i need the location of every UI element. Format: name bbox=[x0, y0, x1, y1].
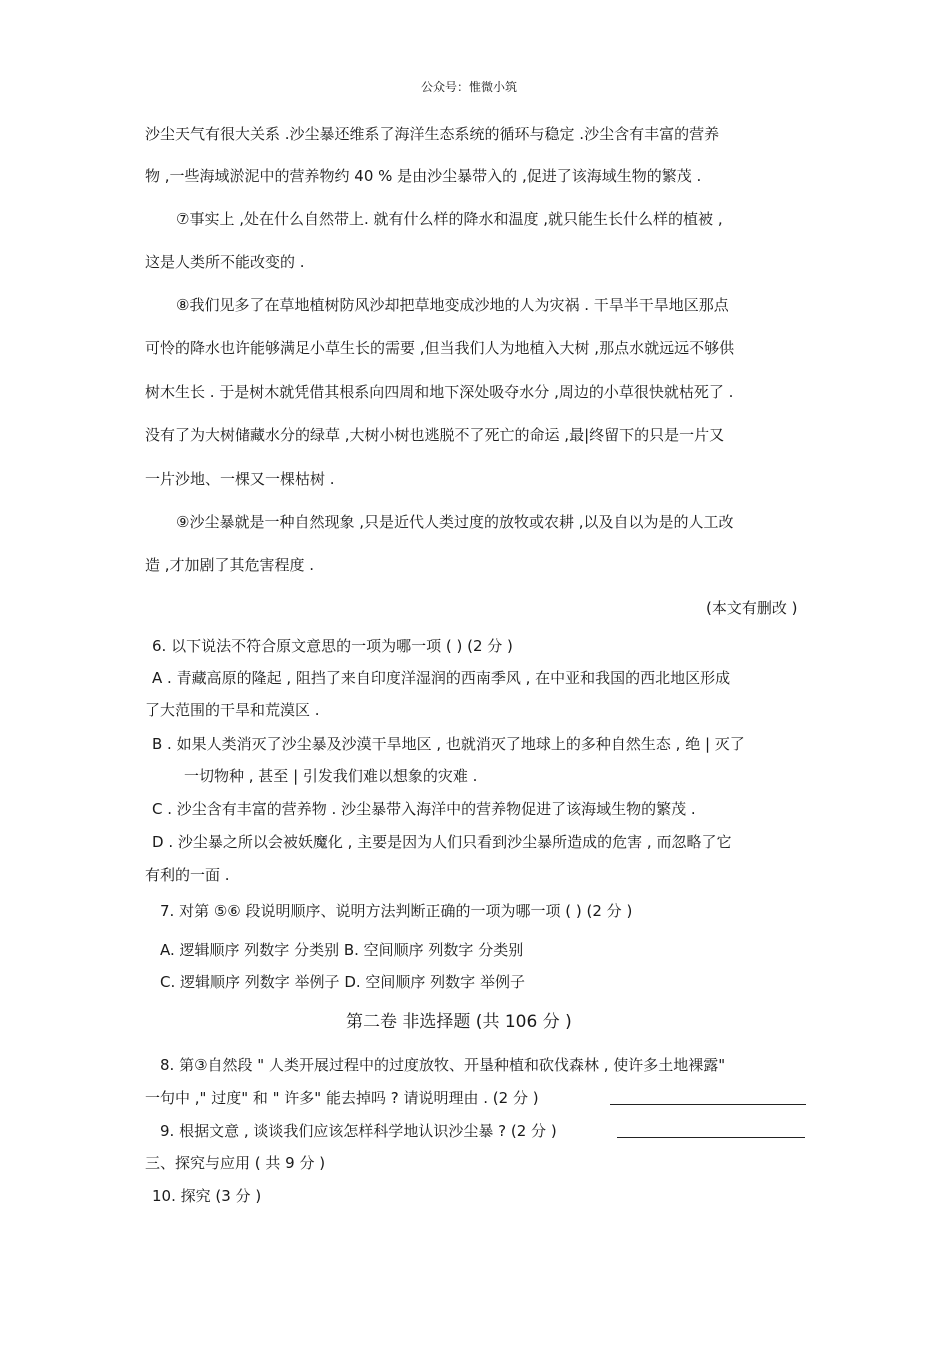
answer-blank-9[interactable] bbox=[617, 1137, 805, 1138]
option-d-cont: 有利的一面 . bbox=[145, 866, 230, 884]
option-c: C . 沙尘含有丰富的营养物 . 沙尘暴带入海洋中的营养物促进了该海域生物的繁茂 . bbox=[152, 800, 696, 818]
option-b-cont: 一切物种 , 甚至 | 引发我们难以想象的灾难 . bbox=[184, 767, 478, 785]
section-3-heading: 三、探究与应用 ( 共 9 分 ) bbox=[145, 1154, 326, 1172]
question-7: 7. 对第 ⑤⑥ 段说明顺序、说明方法判断正确的一项为哪一项 ( ) (2 分 ) bbox=[160, 902, 633, 920]
passage-line: 物 ,一些海域淤泥中的营养物约 40 % 是由沙尘暴带入的 ,促进了该海域生物的繁茂 . bbox=[145, 167, 702, 185]
page-header: 公众号：惟微小筑 bbox=[421, 80, 518, 94]
source-note: (本文有删改 ) bbox=[706, 599, 798, 617]
question-8-cont: 一句中 ," 过度" 和 " 许多" 能去掉吗 ? 请说明理由 . (2 分 ) bbox=[145, 1089, 539, 1107]
question-6: 6. 以下说法不符合原文意思的一项为哪一项 ( ) (2 分 ) bbox=[152, 637, 513, 655]
passage-line: 没有了为大树储藏水分的绿草 ,大树小树也逃脱不了死亡的命运 ,最|终留下的只是一片又 bbox=[145, 426, 725, 444]
paragraph-9: ⑨沙尘暴就是一种自然现象 ,只是近代人类过度的放牧或农耕 ,以及自以为是的人工改 bbox=[176, 513, 734, 531]
section-title: 第二卷 非选择题 (共 106 分 ) bbox=[346, 1012, 572, 1032]
passage-line: 树木生长 . 于是树木就凭借其根系向四周和地下深处吸夺水分 ,周边的小草很快就枯死了 . bbox=[145, 383, 734, 401]
question-9: 9. 根据文意 , 谈谈我们应该怎样科学地认识沙尘暴 ? (2 分 ) bbox=[160, 1122, 557, 1140]
paragraph-8: ⑧我们见多了在草地植树防风沙却把草地变成沙地的人为灾祸 . 干旱半干旱地区那点 bbox=[176, 296, 729, 314]
passage-line: 可怜的降水也许能够满足小草生长的需要 ,但当我们人为地植入大树 ,那点水就远远不够供 bbox=[145, 339, 735, 357]
passage-line: 造 ,才加剧了其危害程度 . bbox=[145, 556, 315, 574]
option-a: A . 青藏高原的隆起 , 阻挡了来自印度洋湿润的西南季风 , 在中亚和我国的西北地区形成 bbox=[152, 669, 731, 687]
option-d: D . 沙尘暴之所以会被妖魔化 , 主要是因为人们只看到沙尘暴所造成的危害 , 而忽略了它 bbox=[152, 833, 732, 851]
answer-blank-8[interactable] bbox=[610, 1104, 806, 1105]
option-a-cont: 了大范围的干旱和荒漠区 . bbox=[145, 701, 320, 719]
options-cd: C. 逻辑顺序 列数字 举例子 D. 空间顺序 列数字 举例子 bbox=[160, 973, 525, 991]
passage-line: 这是人类所不能改变的 . bbox=[145, 253, 305, 271]
question-8: 8. 第③自然段 " 人类开展过程中的过度放牧、开垦种植和砍伐森林 , 使许多土地裸露" bbox=[160, 1056, 726, 1074]
passage-line: 一片沙地、一棵又一棵枯树 . bbox=[145, 470, 335, 488]
question-10: 10. 探究 (3 分 ) bbox=[152, 1187, 262, 1205]
passage-line: 沙尘天气有很大关系 .沙尘暴还维系了海洋生态系统的循环与稳定 .沙尘含有丰富的营养 bbox=[145, 125, 720, 143]
paragraph-7: ⑦事实上 ,处在什么自然带上. 就有什么样的降水和温度 ,就只能生长什么样的植被 , bbox=[176, 210, 723, 228]
option-b: B . 如果人类消灭了沙尘暴及沙漠干旱地区 , 也就消灭了地球上的多种自然生态 , 绝 | 灭了 bbox=[152, 735, 745, 753]
options-ab: A. 逻辑顺序 列数字 分类别 B. 空间顺序 列数字 分类别 bbox=[160, 941, 524, 959]
